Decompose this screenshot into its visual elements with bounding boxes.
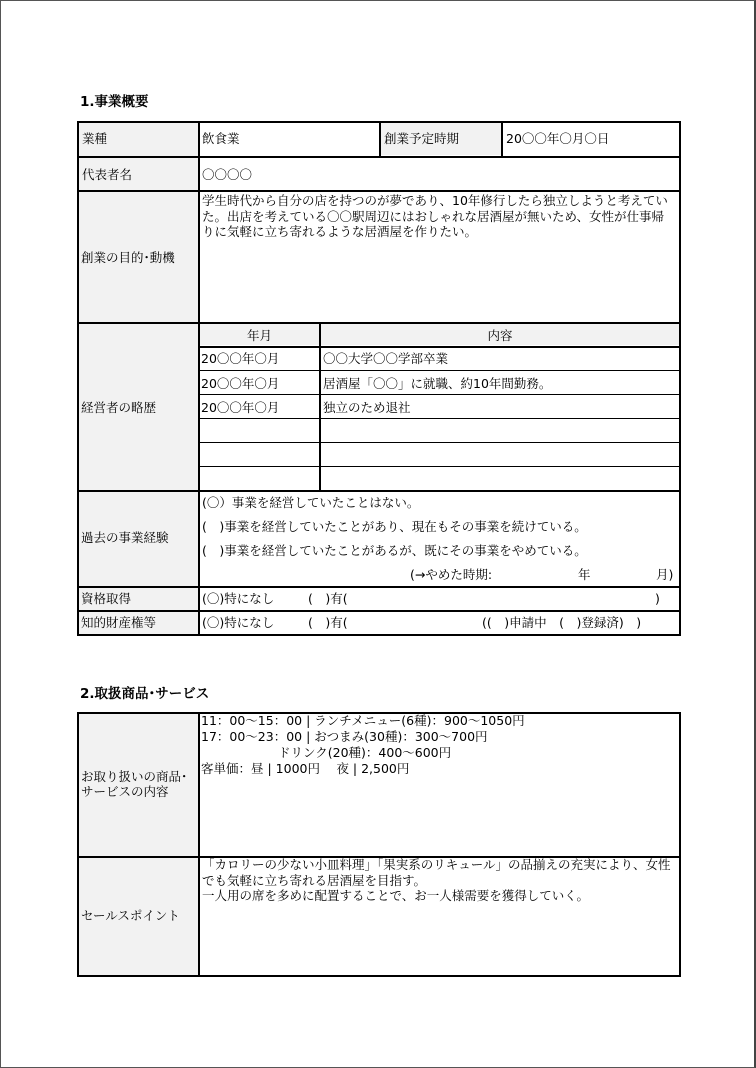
career-row-content: 独立のため退社 [323,400,411,415]
ip-none: (〇)特になし [202,615,275,630]
products-label: お取り扱いの商品･ サービスの内容 [81,769,188,799]
ip-label: 知的財産権等 [81,615,157,630]
career-row-date: 20〇〇年〇月 [201,376,280,391]
experience-option: (〇）事業を経営していたことはない。 [202,495,420,510]
experience-label: 過去の事業経験 [81,530,169,545]
qualification-none: (〇)特になし [202,591,275,606]
career-row-date: 20〇〇年〇月 [201,400,280,415]
start-date-label: 創業予定時期 [384,131,460,146]
representative-value: 〇〇〇〇 [202,167,253,182]
experience-quit-year: 年 [578,567,591,582]
sales-point-text: 「カロリーの少ない小皿料理」「果実系のリキュール」の品揃えの充実により、女性でも気軽に立ち寄れる居酒屋を目指す。 一人用の席を多めに配置することで、お一人様需要を獲得していく。 [202,857,671,903]
career-row-content: 居酒屋「〇〇」に就職、約10年間勤務。 [323,376,552,391]
career-header-content: 内容 [487,328,513,343]
products-line: 11：00～15：00 | ランチメニュー(6種)：900～1050円 [201,713,525,728]
career-label: 経営者の略歴 [81,400,157,415]
products-line: 17：00～23：00 | おつまみ(30種)：300～700円 [201,729,488,744]
experience-option: ( )事業を経営していたことがあるが、既にその事業をやめている。 [202,543,587,558]
start-date-value: 20〇〇年〇月〇日 [506,131,610,146]
qualification-have: ( )有( [308,591,348,606]
section2-title: 2.取扱商品･サービス [80,686,210,702]
sales-point-label: セールスポイント [81,908,180,923]
industry-label: 業種 [82,131,108,146]
experience-option: ( )事業を経営していたことがあり、現在もその事業を続けている。 [202,519,587,534]
experience-quit-month: 月) [656,567,674,582]
purpose-text: 学生時代から自分の店を持つのが夢であり、10年修行したら独立しようと考えていた。出店を考えている〇〇駅周辺にはおしゃれな居酒屋が無いため、女性が仕事帰りに気軽に立ち寄れるような居酒屋を作りたい。 [202,193,668,239]
industry-value: 飲食業 [202,131,240,146]
products-line: ドリンク(20種)：400～600円 [278,745,452,760]
career-header-date: 年月 [246,328,272,343]
section1-title: 1.事業概要 [80,94,149,110]
career-row-date: 20〇〇年〇月 [201,351,280,366]
career-row-content: 〇〇大学〇〇学部卒業 [323,351,449,366]
products-line: 客単価：昼 | 1000円 夜 | 2,500円 [201,761,410,776]
qualification-label: 資格取得 [81,591,132,606]
ip-status: (( )申請中 ( )登録済) ) [482,615,642,630]
qualification-close: ) [655,591,660,606]
representative-label: 代表者名 [82,167,133,182]
ip-have: ( )有( [308,615,348,630]
experience-quit-prefix: (→やめた時期: [410,567,493,582]
purpose-label: 創業の目的･動機 [81,250,175,265]
